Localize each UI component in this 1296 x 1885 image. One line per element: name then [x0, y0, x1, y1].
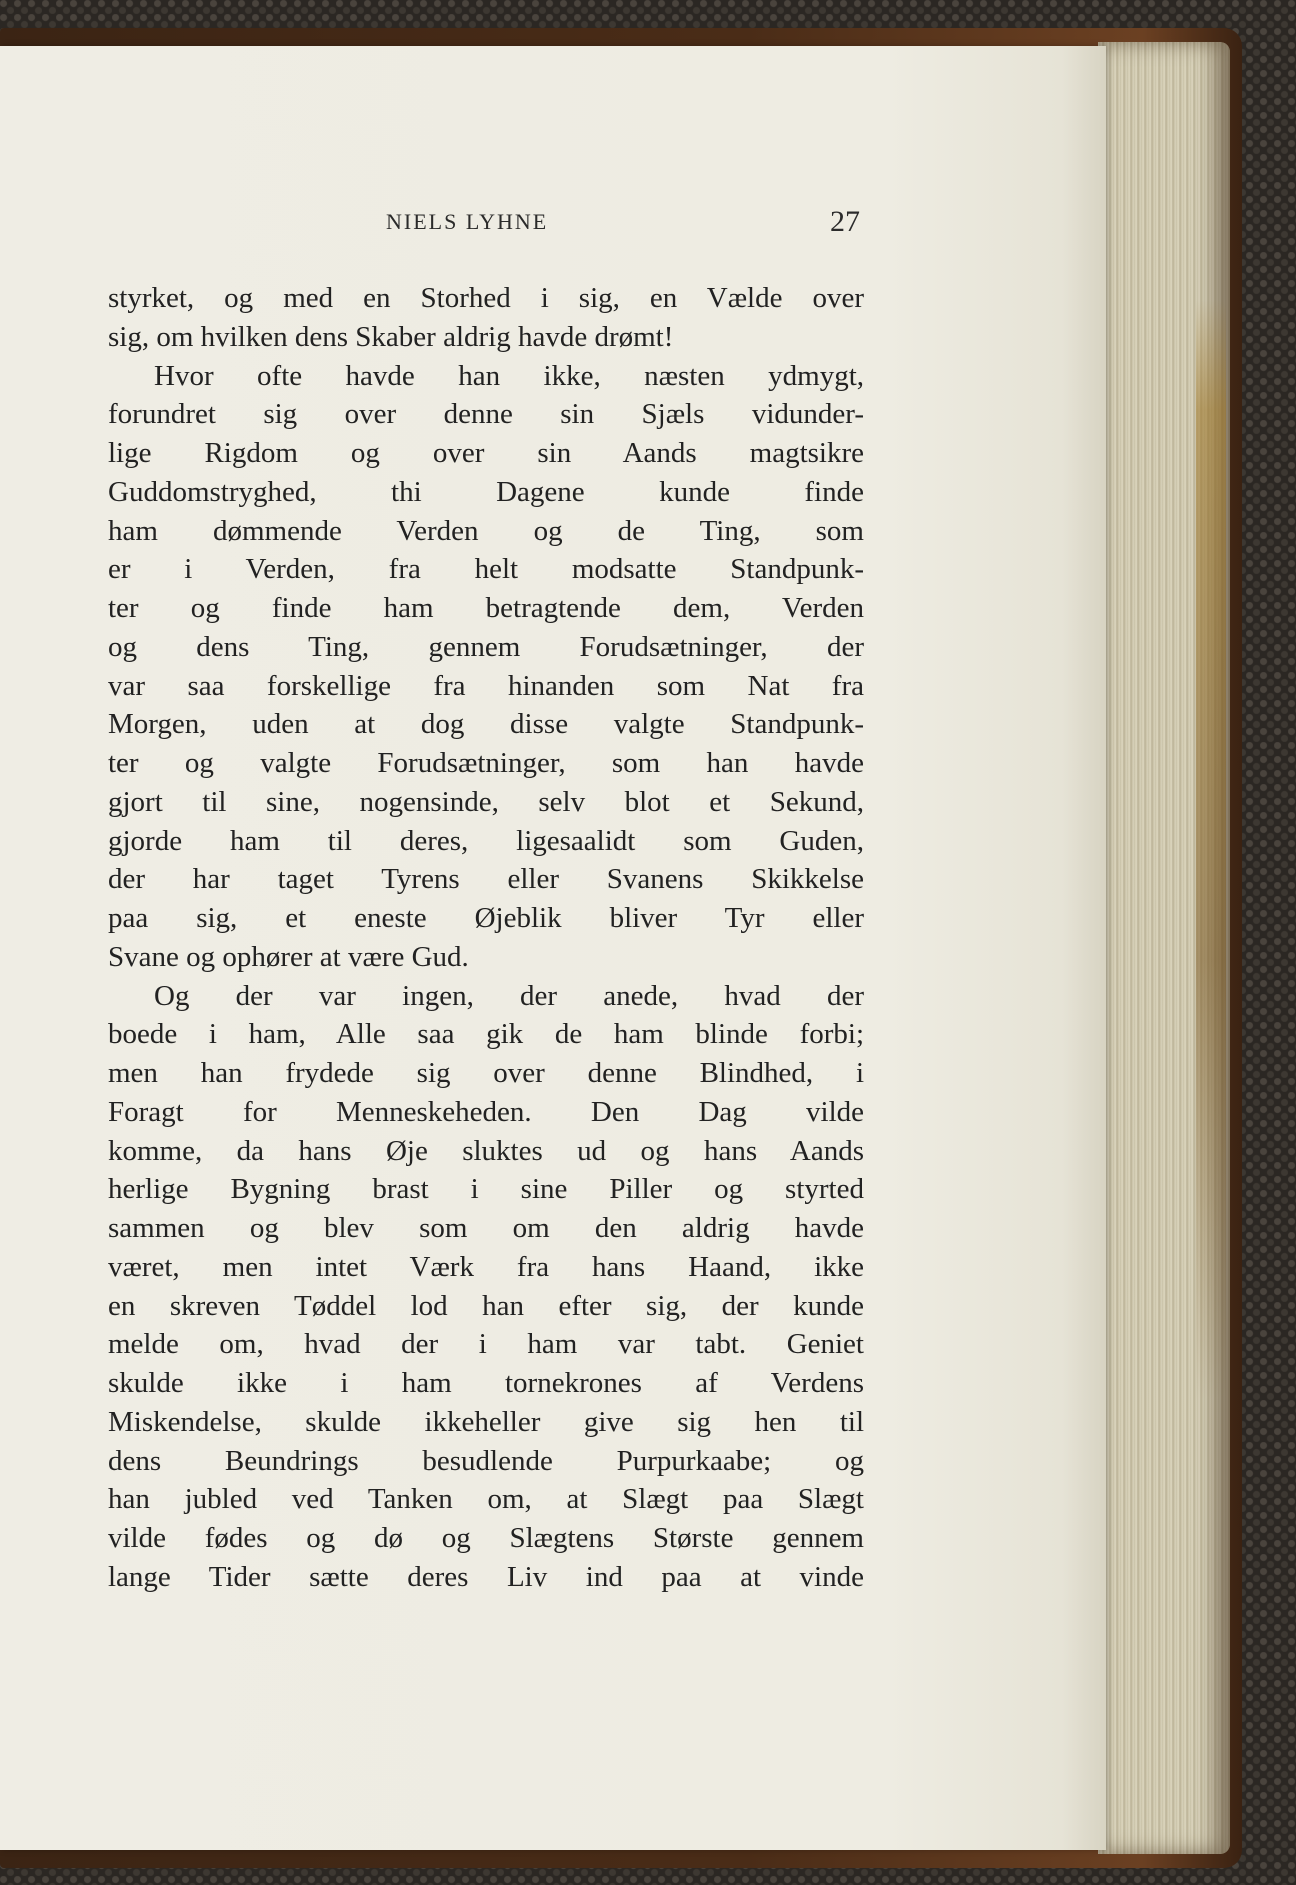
- text-line: Guddomstryghed, thi Dagene kunde finde: [108, 475, 864, 508]
- text-line: boede i ham, Alle saa gik de ham blinde forbi;: [108, 1018, 864, 1051]
- text-line: lige Rigdom og over sin Aands magtsikre: [108, 437, 864, 469]
- body-text: [108, 279, 864, 1597]
- text-line: styrket, og med en Storhed i sig, en Vælde over: [108, 282, 864, 314]
- running-head: NIELS LYHNE: [386, 209, 549, 234]
- text-line: sig, om hvilken dens Skaber aldrig havde drømt!: [108, 320, 674, 353]
- text-line: skulde ikke i ham tornekrones af Verdens: [108, 1367, 864, 1399]
- text-line: vilde fødes og dø og Slægtens Største gennem: [108, 1522, 864, 1554]
- text-line: en skreven Tøddel lod han efter sig, der kunde: [108, 1289, 864, 1322]
- text-line: Hvor ofte havde han ikke, næsten ydmygt,: [154, 359, 864, 392]
- text-line: Miskendelse, skulde ikkeheller give sig hen til: [108, 1405, 864, 1438]
- text-line: ter og valgte Forudsætninger, som han havde: [108, 747, 864, 779]
- text-line: lange Tider sætte deres Liv ind paa at vinde: [108, 1560, 864, 1593]
- text-line: han jubled ved Tanken om, at Slægt paa Slægt: [108, 1483, 864, 1516]
- page-header: [108, 205, 860, 245]
- text-line: Svane og ophører at være Gud.: [108, 940, 469, 973]
- text-line: gjorde ham til deres, ligesaalidt som Guden,: [108, 824, 864, 857]
- text-line: dens Beundrings besudlende Purpurkaabe; og: [108, 1444, 864, 1477]
- text-line: komme, da hans Øje sluktes ud og hans Aands: [108, 1134, 864, 1167]
- text-line: forundret sig over denne sin Sjæls vidunder-: [108, 398, 864, 431]
- gilt-edge: [1196, 300, 1226, 1400]
- text-line: Foragt for Menneskeheden. Den Dag vilde: [108, 1095, 864, 1128]
- text-line: Morgen, uden at dog disse valgte Standpunk-: [108, 708, 864, 741]
- page-number: 27: [830, 205, 860, 238]
- text-line: Og der var ingen, der anede, hvad der: [154, 979, 864, 1012]
- text-line: gjort til sine, nogensinde, selv blot et Sekund,: [108, 785, 864, 818]
- text-line: paa sig, et eneste Øjeblik bliver Tyr eller: [108, 902, 864, 934]
- text-line: og dens Ting, gennem Forudsætninger, der: [108, 630, 864, 663]
- text-line: melde om, hvad der i ham var tabt. Geniet: [108, 1328, 864, 1361]
- text-line: ter og finde ham betragtende dem, Verden: [108, 592, 864, 624]
- text-line: men han frydede sig over denne Blindhed, i: [108, 1057, 864, 1089]
- text-line: herlige Bygning brast i sine Piller og styrted: [108, 1173, 864, 1206]
- text-line: er i Verden, fra helt modsatte Standpunk-: [108, 553, 864, 586]
- text-line: ham dømmende Verden og de Ting, som: [108, 514, 864, 547]
- text-line: sammen og blev som om den aldrig havde: [108, 1212, 864, 1244]
- text-line: været, men intet Værk fra hans Haand, ikke: [108, 1250, 864, 1283]
- text-line: var saa forskellige fra hinanden som Nat fra: [108, 669, 864, 702]
- text-line: der har taget Tyrens eller Svanens Skikkelse: [108, 863, 864, 896]
